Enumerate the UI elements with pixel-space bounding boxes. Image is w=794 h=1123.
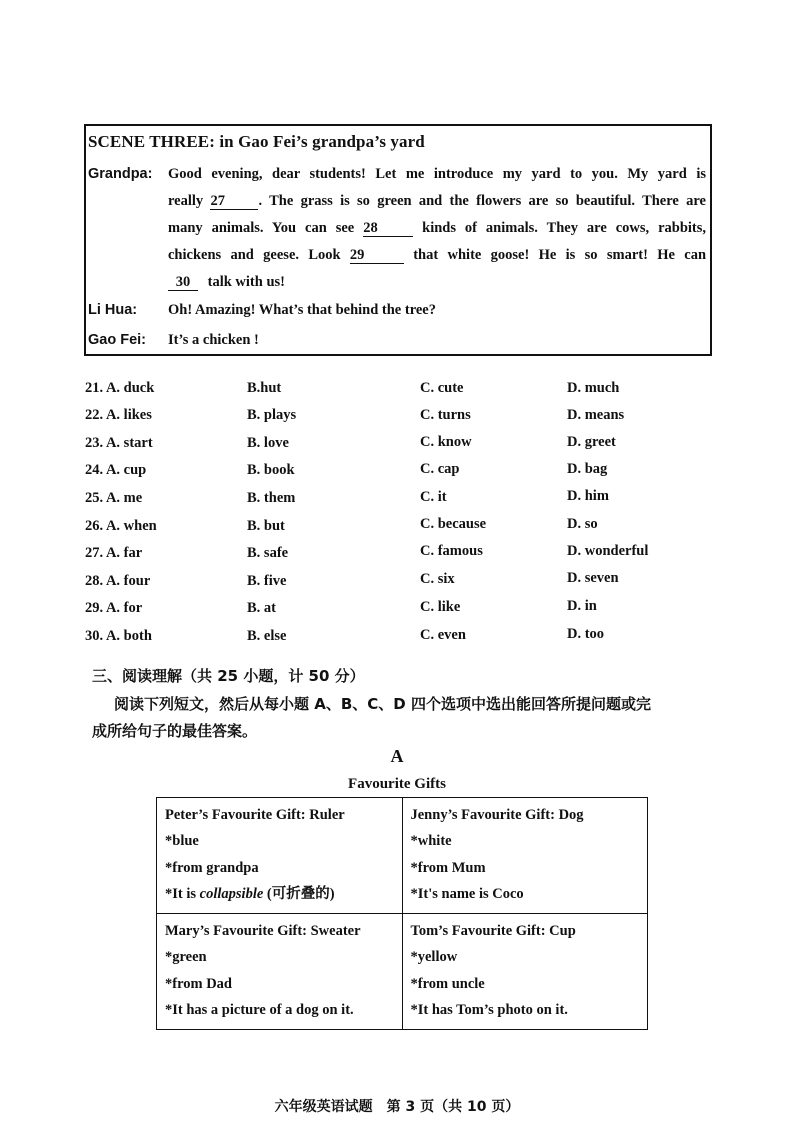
option-c: C. it: [420, 489, 447, 505]
speaker-grandpa: Grandpa:: [88, 166, 153, 182]
option-b: B. safe: [247, 545, 289, 561]
option-b: B. but: [247, 518, 285, 534]
option-b: B. five: [247, 573, 287, 589]
passage-label: A: [390, 746, 404, 766]
section-heading: 三、阅读理解（共 25 小题，计 50 分）: [92, 667, 365, 685]
gift-detail: *white: [410, 833, 452, 850]
grandpa-line-3: many animals. You can see 28 kinds of animals. They are cows, rabbits,: [168, 220, 707, 236]
option-d: D. him: [567, 488, 609, 504]
option-c: C. six: [420, 571, 455, 587]
table-row: [157, 798, 648, 914]
gift-detail: *It has Tom’s photo on it.: [410, 1002, 568, 1019]
option-b: B. book: [247, 462, 295, 478]
grandpa-line-4: chickens and geese. Look 29 that white goose! He is so smart! He can: [168, 247, 707, 263]
option-a: 29. A. for: [85, 600, 143, 616]
instruction-line-1: 阅读下列短文，然后从每小题 A、B、C、D 四个选项中选出能回答所提问题或完: [114, 695, 651, 713]
gift-cell-peter: [157, 798, 403, 914]
grandpa-line-5: 30 talk with us!: [168, 274, 706, 291]
blank-28: 28: [363, 221, 413, 237]
gift-detail: *from grandpa: [165, 859, 259, 876]
option-d: D. seven: [567, 570, 619, 586]
option-c: C. know: [420, 434, 472, 450]
option-d: D. bag: [567, 461, 608, 477]
option-c: C. turns: [420, 407, 471, 423]
option-a: 22. A. likes: [85, 407, 152, 423]
option-c: C. famous: [420, 543, 483, 559]
option-a: 24. A. cup: [85, 462, 147, 478]
gift-detail: *It has a picture of a dog on it.: [165, 1002, 354, 1019]
li-hua-line: Oh! Amazing! What’s that behind the tree?: [168, 302, 436, 318]
gift-detail: *It is collapsible (可折叠的): [165, 885, 335, 902]
gao-fei-line: It’s a chicken !: [168, 332, 259, 348]
option-d: D. too: [567, 626, 605, 642]
grandpa-line-2: really 27 . The grass is so green and the flowers are so beautiful. There are: [168, 193, 706, 209]
option-a: 26. A. when: [85, 518, 157, 534]
option-a: 30. A. both: [85, 628, 152, 644]
option-b: B. at: [247, 600, 276, 616]
gift-detail: *from Mum: [410, 859, 486, 876]
instruction-line-2: 成所给句子的最佳答案。: [92, 722, 258, 740]
option-a: 28. A. four: [85, 573, 151, 589]
table-title: Favourite Gifts: [348, 776, 446, 792]
blank-27: 27: [210, 194, 258, 210]
option-c: C. even: [420, 627, 466, 643]
option-d: D. means: [567, 407, 625, 423]
gift-detail: *yellow: [410, 949, 458, 966]
speaker-li-hua: Li Hua:: [88, 302, 138, 318]
option-b: B. them: [247, 490, 296, 506]
option-c: C. because: [420, 516, 487, 532]
favourite-gifts-table: [156, 797, 648, 1030]
page-footer: 六年级英语试题 第 3 页（共 10 页）: [274, 1099, 520, 1115]
gift-title: Jenny’s Favourite Gift: Dog: [410, 807, 584, 823]
gift-title: Tom’s Favourite Gift: Cup: [410, 923, 576, 940]
scene-three-box: [84, 124, 712, 356]
option-b: B. plays: [247, 407, 297, 423]
gift-title: Peter’s Favourite Gift: Ruler: [165, 807, 345, 823]
scene-title: SCENE THREE: in Gao Fei’s grandpa’s yard: [88, 132, 425, 151]
option-c: C. like: [420, 599, 461, 615]
gift-detail: *from Dad: [165, 975, 232, 992]
gift-cell-tom: [402, 914, 648, 1030]
option-b: B. else: [247, 628, 287, 644]
gift-cell-jenny: [402, 798, 648, 914]
option-a: 21. A. duck: [85, 380, 155, 396]
blank-30: 30: [168, 275, 198, 291]
option-d: D. in: [567, 598, 597, 614]
gift-detail: *It's name is Coco: [410, 885, 524, 902]
grandpa-line-1: Good evening, dear students! Let me introduce my yard to you. My yard is: [168, 166, 706, 182]
option-d: D. greet: [567, 434, 616, 450]
option-d: D. wonderful: [567, 543, 649, 559]
option-c: C. cap: [420, 461, 460, 477]
option-d: D. so: [567, 516, 598, 532]
speaker-gao-fei: Gao Fei:: [88, 332, 147, 348]
gift-title: Mary’s Favourite Gift: Sweater: [165, 923, 361, 940]
option-a: 27. A. far: [85, 545, 143, 561]
gift-detail: *blue: [165, 833, 199, 850]
collapsible-word: collapsible: [199, 885, 264, 902]
option-b: B.hut: [247, 380, 282, 396]
gift-detail: *green: [165, 949, 207, 966]
blank-29: 29: [350, 248, 404, 264]
option-b: B. love: [247, 435, 289, 451]
option-c: C. cute: [420, 380, 464, 396]
option-a: 25. A. me: [85, 490, 143, 506]
option-d: D. much: [567, 380, 620, 396]
gift-cell-mary: [157, 914, 403, 1030]
table-row: [157, 914, 648, 1030]
gift-detail: *from uncle: [410, 975, 485, 992]
option-a: 23. A. start: [85, 435, 153, 451]
